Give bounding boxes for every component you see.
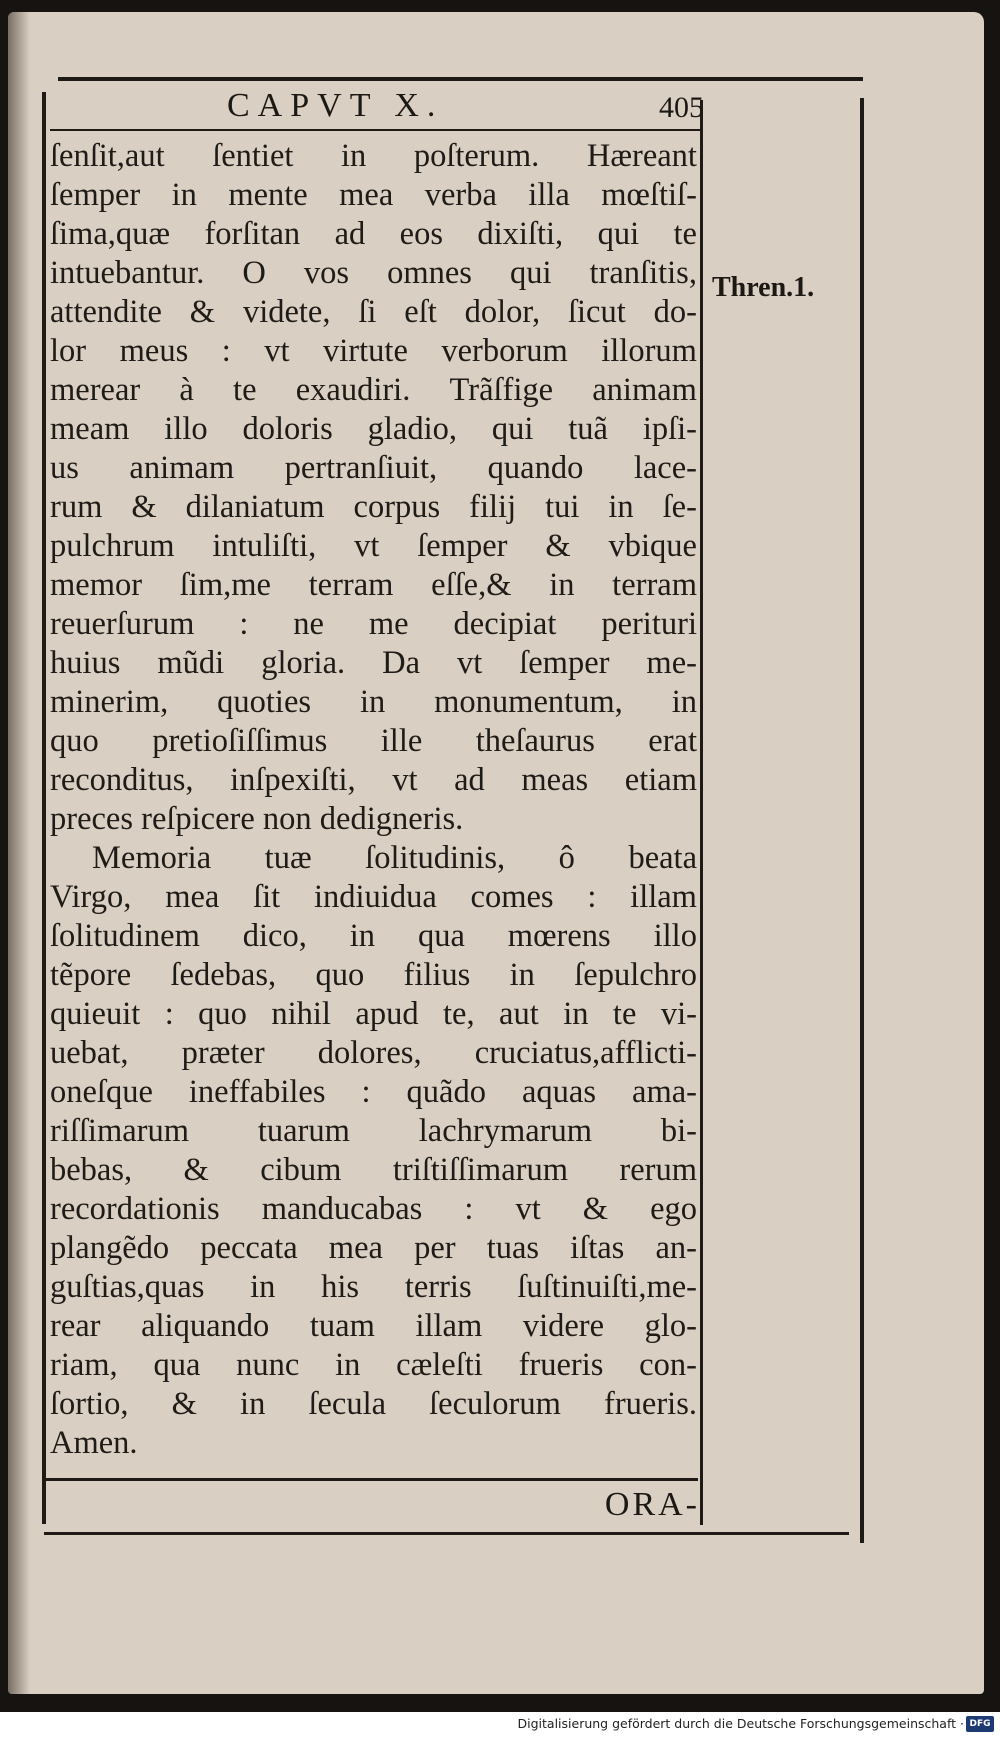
word: attendite: [50, 294, 162, 330]
page-number: 405: [659, 91, 704, 124]
left-rule: [42, 92, 46, 1524]
word: terris: [404, 1269, 472, 1305]
word: quoties: [217, 684, 312, 720]
text-line: [50, 1268, 697, 1307]
word: Virgo,: [50, 879, 132, 915]
word: Da: [382, 645, 420, 681]
word: illam: [630, 879, 697, 915]
text-line: Amen.: [50, 1425, 138, 1461]
word: iſtas: [570, 1230, 625, 1266]
word: &: [131, 489, 157, 525]
word: te: [673, 216, 697, 252]
word: plangẽdo: [50, 1230, 170, 1266]
word: lor: [50, 333, 87, 369]
word: videre: [522, 1308, 605, 1344]
text-line: [50, 1112, 697, 1151]
text-line: [50, 1073, 697, 1112]
word: terram: [612, 567, 697, 603]
word: tuarum: [257, 1113, 350, 1149]
text-line: [50, 176, 697, 215]
word: :: [464, 1191, 474, 1227]
word: vi-: [660, 996, 697, 1032]
word: rum: [50, 489, 103, 525]
word: in: [335, 1347, 361, 1383]
word: nihil: [271, 996, 331, 1032]
word: ſecula: [308, 1386, 387, 1422]
word: his: [321, 1269, 360, 1305]
word: filij: [469, 489, 517, 525]
word: guſtias,quas: [50, 1269, 205, 1305]
word: ſim,me: [179, 567, 271, 603]
word: ſolitudinis,: [365, 840, 506, 876]
word: dico,: [242, 918, 307, 954]
inner-right-rule: [700, 100, 703, 1525]
word: illam: [415, 1308, 483, 1344]
word: inſpexiſti,: [230, 762, 356, 798]
word: ne: [293, 606, 324, 642]
word: ſentiet: [212, 138, 294, 174]
word: nunc: [236, 1347, 300, 1383]
word: riſſimarum: [50, 1113, 189, 1149]
word: lachrymarum: [418, 1113, 593, 1149]
word: omnes: [387, 255, 472, 291]
word: pretioſiſſimus: [152, 723, 328, 759]
word: vt: [456, 645, 483, 681]
word: tuæ: [264, 840, 312, 876]
word: in: [608, 489, 634, 525]
outer-right-rule: [860, 98, 864, 1543]
word: in: [671, 684, 697, 720]
text-line: [50, 1151, 697, 1190]
word: bebas,: [50, 1152, 133, 1188]
word: ineffabiles: [188, 1074, 326, 1110]
word: mente: [228, 177, 308, 213]
word: glo-: [644, 1308, 697, 1344]
word: :: [587, 879, 597, 915]
word: ego: [650, 1191, 697, 1227]
word: verba: [424, 177, 497, 213]
word: ipſi-: [642, 411, 697, 447]
text-line: [50, 917, 697, 956]
word: quo: [50, 723, 99, 759]
word: mea: [328, 1230, 383, 1266]
word: quieuit: [50, 996, 141, 1032]
word: me: [368, 606, 409, 642]
word: &: [171, 1386, 197, 1422]
word: bi-: [660, 1113, 697, 1149]
word: reconditus,: [50, 762, 194, 798]
word: ô: [558, 840, 575, 876]
word: quando: [487, 450, 584, 486]
word: qui: [509, 255, 552, 291]
word: cibum: [260, 1152, 342, 1188]
word: theſaurus: [475, 723, 595, 759]
word: intuebantur.: [50, 255, 205, 291]
word: aquas: [522, 1074, 596, 1110]
word: tuã: [568, 411, 608, 447]
text-line: [50, 137, 697, 176]
word: triſtiſſimarum: [392, 1152, 568, 1188]
page-header: [52, 85, 704, 131]
word: quo: [198, 996, 247, 1032]
word: verborum: [441, 333, 568, 369]
word: te: [233, 372, 257, 408]
word: tẽpore: [50, 957, 132, 993]
text-line: [50, 722, 697, 761]
word: vbique: [608, 528, 697, 564]
word: pertranſiuit,: [284, 450, 438, 486]
word: ſuſtinuiſti,me-: [517, 1269, 697, 1305]
word: ſortio,: [50, 1386, 129, 1422]
word: mũdi: [157, 645, 225, 681]
text-line: [50, 1385, 697, 1424]
word: ſima,quæ: [50, 216, 171, 252]
word: ſicut: [567, 294, 626, 330]
text-line: [50, 410, 697, 449]
word: in: [250, 1269, 276, 1305]
text-line: [50, 839, 697, 878]
word: apud: [355, 996, 419, 1032]
word: beata: [628, 840, 697, 876]
word: à: [179, 372, 194, 408]
word: riam,: [50, 1347, 118, 1383]
word: vos: [303, 255, 350, 291]
word: recordationis: [50, 1191, 220, 1227]
text-line: [50, 605, 697, 644]
top-rule: [58, 77, 863, 81]
word: doloris: [242, 411, 333, 447]
word: gloria.: [261, 645, 346, 681]
word: in: [340, 138, 367, 174]
text-line: [50, 1190, 697, 1229]
word: frueris.: [604, 1386, 697, 1422]
word: etiam: [624, 762, 697, 798]
word: &: [183, 1152, 209, 1188]
word: monumentum,: [434, 684, 623, 720]
word: rerum: [619, 1152, 697, 1188]
word: oneſque: [50, 1074, 153, 1110]
text-line: [50, 1034, 697, 1073]
text-line: [50, 254, 697, 293]
word: per: [414, 1230, 456, 1266]
text-line: [50, 761, 697, 800]
word: ſemper: [50, 177, 141, 213]
word: vt: [515, 1191, 541, 1227]
word: ad: [454, 762, 485, 798]
word: aut: [499, 996, 539, 1032]
word: ſepulchro: [574, 957, 697, 993]
word: Trãſfige: [449, 372, 554, 408]
word: O: [242, 255, 266, 291]
word: ſe-: [662, 489, 697, 525]
word: peccata: [200, 1230, 298, 1266]
word: lace-: [633, 450, 697, 486]
text-line: [50, 995, 697, 1034]
marginal-note: Thren.1.: [712, 272, 815, 303]
word: dixiſti,: [477, 216, 564, 252]
word: illa: [528, 177, 570, 213]
word: me-: [646, 645, 697, 681]
text-line: [50, 332, 697, 371]
word: ſenſit,aut: [50, 138, 165, 174]
word: indiuidua: [314, 879, 437, 915]
word: Memoria: [92, 840, 212, 876]
word: frueris: [518, 1347, 604, 1383]
word: vt: [264, 333, 290, 369]
word: pulchrum: [50, 528, 175, 564]
word: terram: [308, 567, 394, 603]
text-line: [50, 527, 697, 566]
word: rear: [50, 1308, 101, 1344]
word: ſemper: [417, 528, 508, 564]
digitization-credit: Digitalisierung gefördert durch die Deutsche Forschungsgemeinschaft ·: [517, 1716, 964, 1731]
word: decipiat: [453, 606, 557, 642]
word: cruciatus,afflicti-: [474, 1035, 697, 1071]
word: illo: [653, 918, 697, 954]
word: in: [349, 918, 376, 954]
word: an-: [655, 1230, 697, 1266]
running-head: CAPVT X.: [227, 87, 444, 124]
word: ad: [334, 216, 366, 252]
word: dilaniatum: [185, 489, 325, 525]
word: Hæreant: [586, 138, 697, 174]
word: ama-: [632, 1074, 697, 1110]
word: memor: [50, 567, 143, 603]
word: mœſtiſ-: [601, 177, 697, 213]
word: merear: [50, 372, 141, 408]
word: uebat,: [50, 1035, 129, 1071]
text-line: [50, 566, 697, 605]
word: aliquando: [141, 1308, 270, 1344]
word: tranſitis,: [589, 255, 697, 291]
word: quãdo: [406, 1074, 486, 1110]
bottom-rule-upper: [46, 1478, 698, 1481]
word: tui: [545, 489, 580, 525]
text-line: [50, 956, 697, 995]
word: tuas: [486, 1230, 540, 1266]
word: meam: [50, 411, 130, 447]
word: vt: [354, 528, 380, 564]
word: eos: [399, 216, 443, 252]
word: illorum: [601, 333, 697, 369]
text-line: [50, 293, 697, 332]
word: reuerſurum: [50, 606, 195, 642]
text-line: [50, 215, 697, 254]
word: te,: [443, 996, 475, 1032]
word: corpus: [353, 489, 441, 525]
word: virtute: [323, 333, 408, 369]
word: gladio,: [367, 411, 457, 447]
word: in: [563, 996, 589, 1032]
word: meus: [119, 333, 189, 369]
word: us: [50, 450, 79, 486]
word: in: [359, 684, 386, 720]
word: meas: [521, 762, 589, 798]
word: mea: [339, 177, 394, 213]
word: :: [221, 333, 231, 369]
word: exaudiri.: [295, 372, 411, 408]
text-line: preces reſpicere non dedigneris.: [50, 801, 464, 837]
word: &: [189, 294, 216, 330]
text-line: [50, 1229, 697, 1268]
word: te: [612, 996, 637, 1032]
word: con-: [639, 1347, 697, 1383]
text-line: [50, 1346, 697, 1385]
word: &: [582, 1191, 609, 1227]
word: do-: [653, 294, 697, 330]
word: qua: [417, 918, 465, 954]
word: qui: [597, 216, 640, 252]
word: dolores,: [317, 1035, 422, 1071]
word: ſi: [358, 294, 377, 330]
word: tuam: [309, 1308, 375, 1344]
text-line: [50, 644, 697, 683]
word: filius: [403, 957, 471, 993]
word: huius: [50, 645, 121, 681]
word: mœrens: [507, 918, 611, 954]
word: eſt: [404, 294, 437, 330]
word: perituri: [601, 606, 697, 642]
word: comes: [470, 879, 554, 915]
word: ille: [380, 723, 423, 759]
word: erat: [648, 723, 697, 759]
word: illo: [164, 411, 208, 447]
dfg-logo: DFG: [966, 1716, 994, 1732]
bottom-rule-lower: [44, 1532, 849, 1535]
word: forſitan: [204, 216, 301, 252]
word: ſedebas,: [170, 957, 277, 993]
text-line: [50, 488, 697, 527]
word: qua: [153, 1347, 201, 1383]
word: eſſe,&: [431, 567, 512, 603]
word: intuliſti,: [212, 528, 317, 564]
word: quo: [315, 957, 365, 993]
word: vt: [392, 762, 418, 798]
text-line: [50, 1307, 697, 1346]
word: qui: [491, 411, 534, 447]
word: animam: [592, 372, 697, 408]
word: dolor,: [464, 294, 541, 330]
text-line: [50, 683, 697, 722]
word: :: [164, 996, 174, 1032]
word: ſeculorum: [429, 1386, 561, 1422]
word: &: [545, 528, 571, 564]
text-line: [50, 449, 697, 488]
word: ſemper: [519, 645, 610, 681]
word: manducabas: [261, 1191, 423, 1227]
word: :: [239, 606, 249, 642]
word: poſterum.: [413, 138, 540, 174]
word: ſit: [253, 879, 281, 915]
word: :: [361, 1074, 371, 1110]
word: minerim,: [50, 684, 169, 720]
word: cæleſti: [396, 1347, 483, 1383]
text-line: [50, 878, 697, 917]
word: animam: [129, 450, 235, 486]
word: in: [171, 177, 197, 213]
body-text: [50, 137, 697, 1477]
text-line: [50, 371, 697, 410]
word: in: [509, 957, 535, 993]
word: mea: [165, 879, 220, 915]
catchword: ORA-: [604, 1486, 700, 1523]
word: ſolitudinem: [50, 918, 200, 954]
word: videte,: [242, 294, 331, 330]
word: in: [549, 567, 575, 603]
word: præter: [181, 1035, 265, 1071]
word: in: [240, 1386, 266, 1422]
